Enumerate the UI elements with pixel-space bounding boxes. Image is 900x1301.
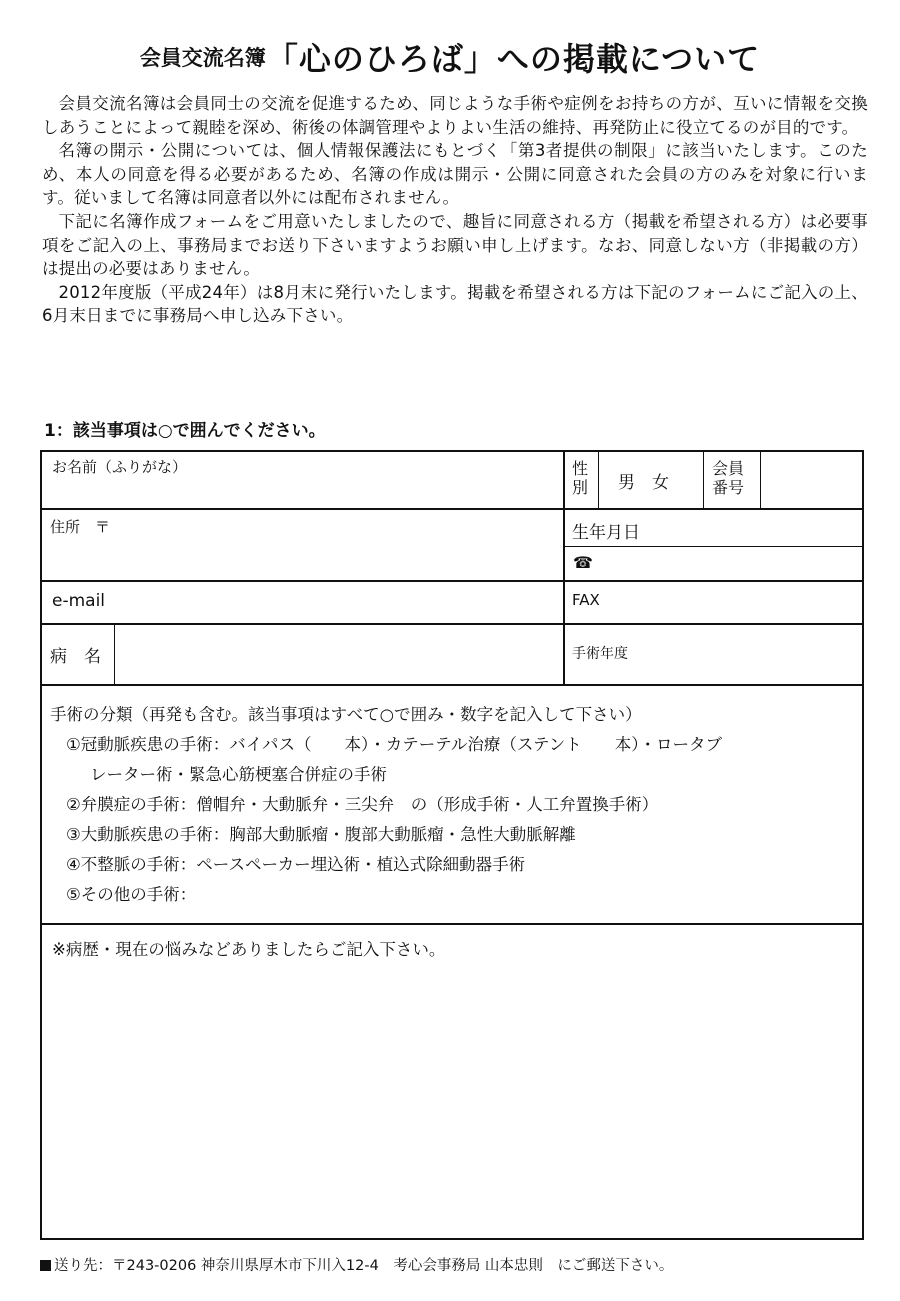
col-divider: [563, 450, 565, 686]
col-divider: [598, 450, 599, 509]
col-divider: [703, 450, 704, 509]
page-title: [0, 34, 900, 80]
member-no-label: 会員番号: [712, 459, 745, 497]
birthdate-label: 生年月日: [572, 523, 640, 543]
section-label: 1：該当事項は○で囲んでください。: [44, 421, 326, 441]
surgery-item-1-cont: レーター術・緊急心筋梗塞合併症の手術: [90, 765, 387, 784]
notes-label: ※病歴・現在の悩みなどありましたらご記入下さい。: [52, 940, 446, 959]
row-divider: [563, 546, 864, 547]
title-prefix: 会員交流名簿: [139, 46, 266, 70]
surgery-year-label: 手術年度: [572, 646, 628, 662]
row-divider: [40, 508, 864, 510]
title-main: 「心のひろば」への掲載について: [265, 40, 761, 78]
surgery-item-5: ⑤その他の手術：: [66, 885, 197, 904]
intro-paragraph: 下記に名簿作成フォームをご用意いたしましたので、趣旨に同意される方（掲載を希望される方）は必要事項をご記入の上、事務局までお送り下さいますようお願い申し上げます。なお、同意しない方（非掲載の方）は提出の必要はありません。: [42, 211, 868, 279]
surgery-item-3: ③大動脈疾患の手術：胸部大動脈瘤・腹部大動脈瘤・急性大動脈解離: [66, 825, 576, 844]
bullet-square-icon: [40, 1260, 51, 1271]
disease-label: 病 名: [50, 647, 101, 667]
sex-label: 性別: [572, 459, 589, 497]
surgery-classification: [50, 700, 850, 910]
row-divider: [40, 923, 864, 925]
col-divider: [114, 623, 115, 686]
surgery-item-2: ②弁膜症の手術：僧帽弁・大動脈弁・三尖弁 の（形成手術・人工弁置換手術）: [66, 795, 659, 814]
email-label: e-mail: [52, 591, 106, 611]
intro-paragraph: 名簿の開示・公開については、個人情報保護法にもとづく「第3者提供の制限」に該当いたします。このため、本人の同意を得る必要があるため、名簿の作成は開示・公開に同意された会員の方のみを対象に行います。従いまして名簿は同意者以外には配布されません。: [42, 141, 868, 208]
footer-text: 送り先：〒243-0206 神奈川県厚木市下川入12-4 考心会事務局 山本忠則 にご郵送下さい。: [54, 1258, 674, 1274]
name-label: お名前（ふりがな）: [52, 458, 188, 476]
intro-text: [42, 92, 868, 328]
row-divider: [40, 580, 864, 582]
col-divider: [760, 450, 761, 509]
sex-options: 男 女: [618, 473, 669, 493]
surgery-heading: 手術の分類（再発も含む。該当事項はすべて○で囲み・数字を記入して下さい）: [50, 705, 642, 724]
intro-paragraph: 会員交流名簿は会員同士の交流を促進するため、同じような手術や症例をお持ちの方が、互いに情報を交換しあうことによって親睦を深め、術後の体調管理やよりよい生活の維持、再発防止に役立てるのが目的です。: [42, 94, 868, 137]
phone-icon: ☎: [573, 553, 593, 572]
footer: [40, 1254, 673, 1275]
address-label: 住所 〒: [50, 518, 111, 536]
intro-paragraph: 2012年度版（平成24年）は8月末に発行いたします。掲載を希望される方は下記のフォームにご記入の上、6月末日までに事務局へ申し込み下さい。: [42, 282, 868, 326]
fax-label: FAX: [572, 591, 600, 609]
surgery-item-1: ①冠動脈疾患の手術：バイパス（ 本）・カテーテル治療（ステント 本）・ロータブ: [66, 735, 722, 754]
row-divider: [40, 623, 864, 625]
surgery-item-4: ④不整脈の手術：ペースペーカー埋込術・植込式除細動器手術: [66, 855, 526, 874]
